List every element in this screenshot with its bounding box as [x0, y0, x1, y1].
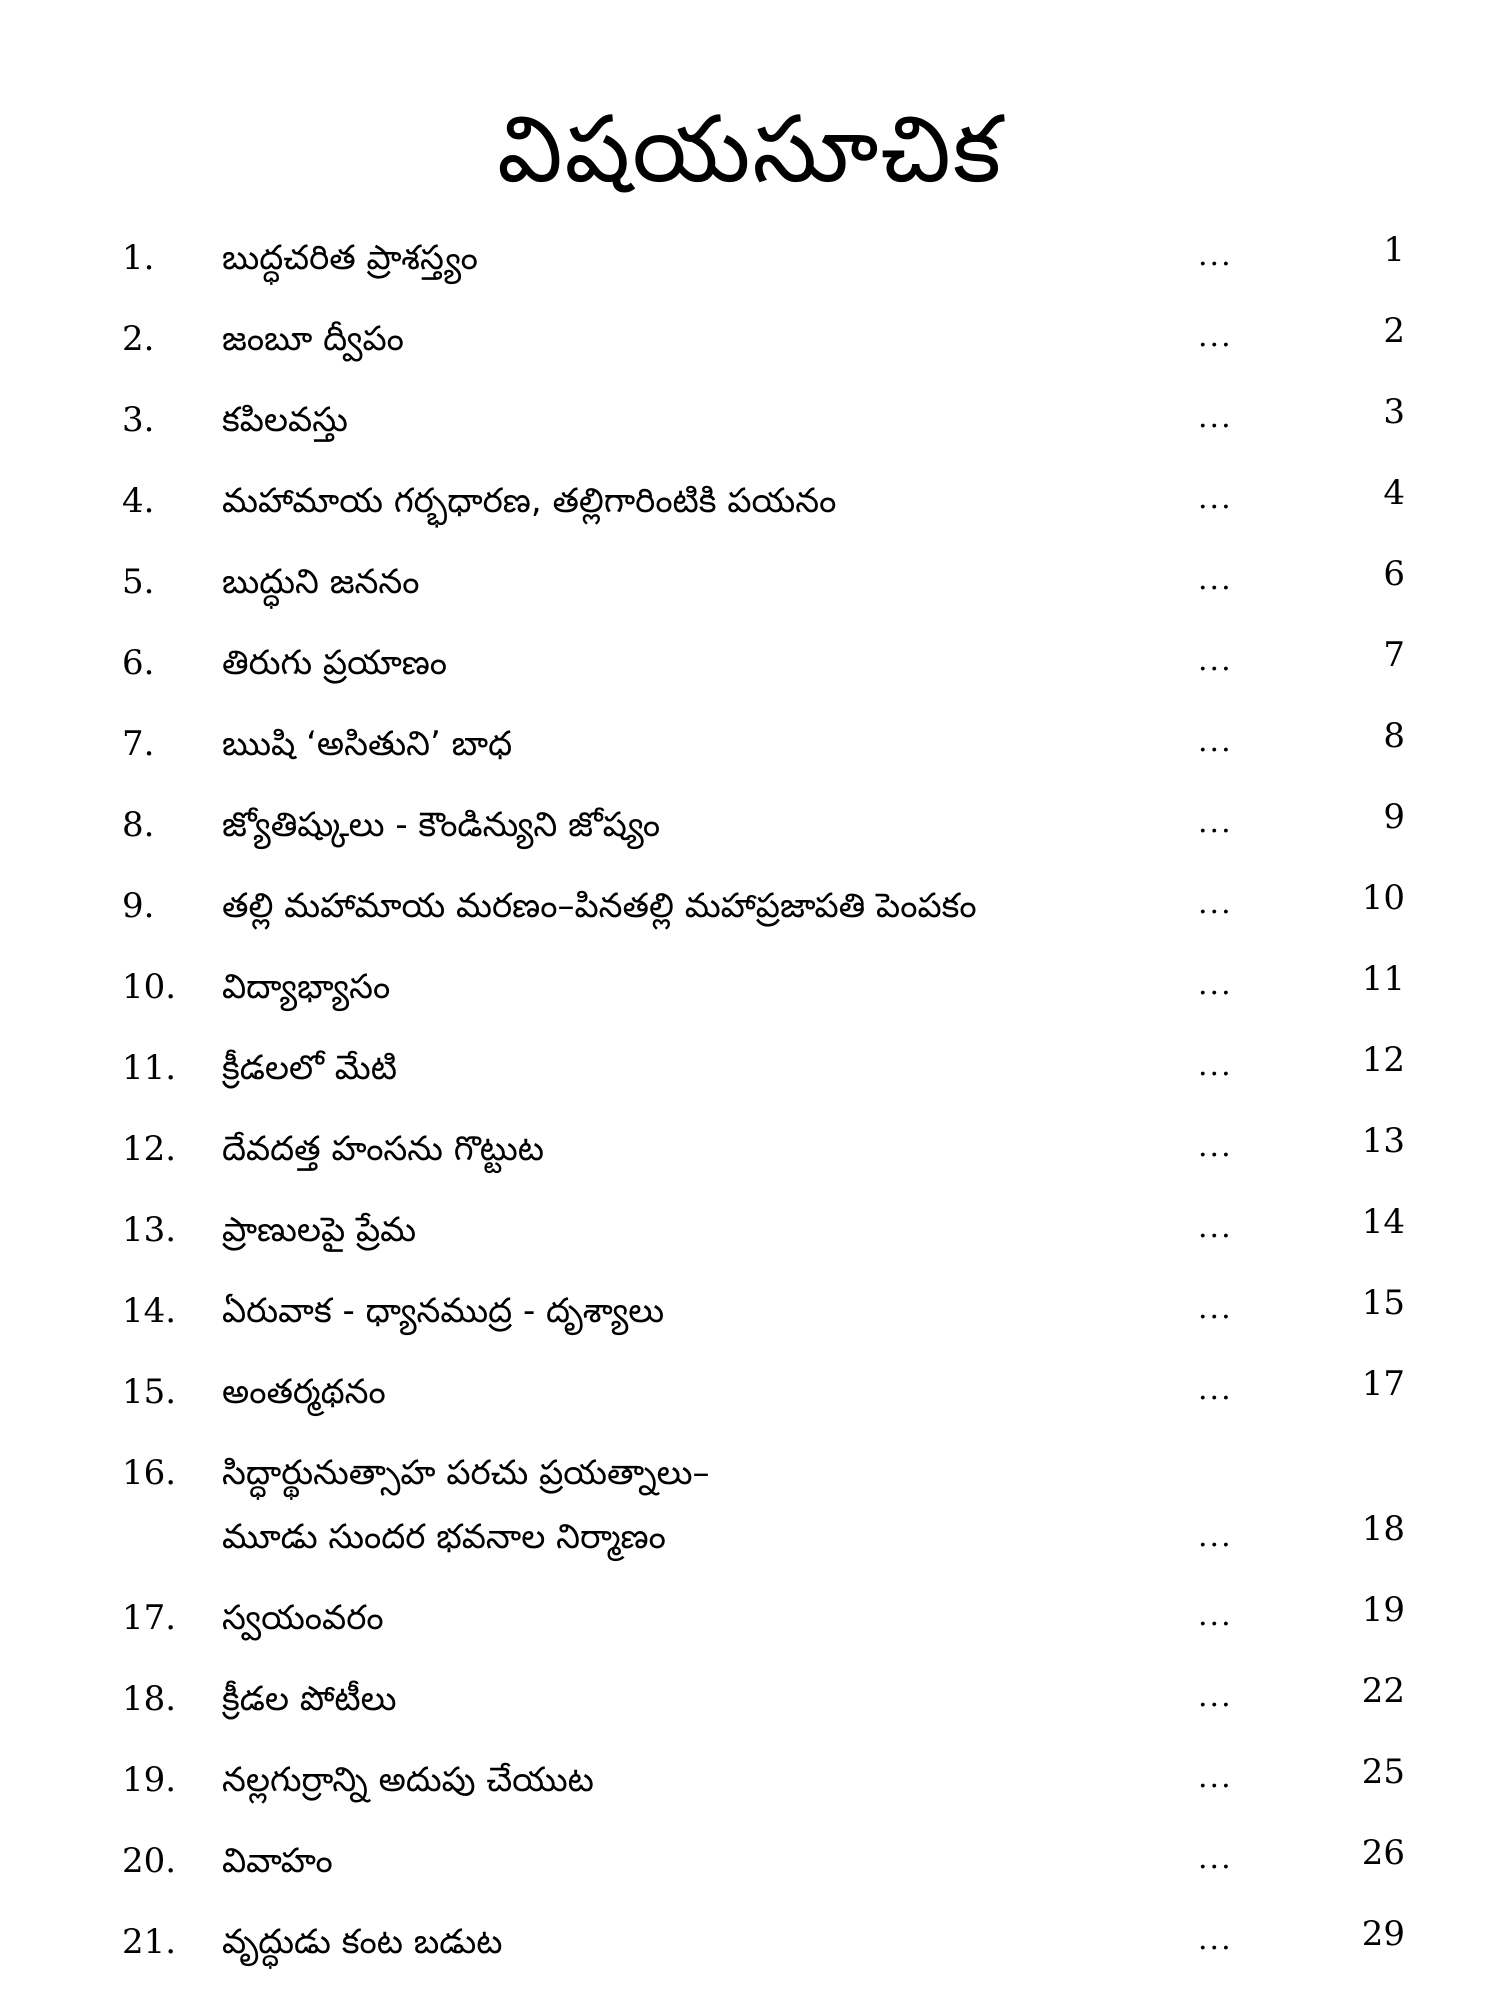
toc-entry: [0, 633, 1500, 714]
entry-page-number: 19: [1361, 1590, 1405, 1630]
entry-leader-dots: ...: [1198, 562, 1233, 597]
toc-entry: [0, 1669, 1500, 1750]
toc-entry: [0, 228, 1500, 309]
entry-title: జంబూ ద్వీపం: [222, 319, 404, 359]
toc-entry: [0, 471, 1500, 552]
entry-leader-dots: ...: [1198, 1598, 1233, 1633]
entry-title: దేవదత్త హంసను గొట్టుట: [222, 1129, 545, 1169]
entry-page-number: 1: [1383, 230, 1405, 270]
entry-leader-dots: ...: [1198, 1760, 1233, 1795]
entry-number: 8.: [122, 805, 155, 845]
entry-page-number: 26: [1361, 1833, 1405, 1873]
entry-leader-dots: ...: [1198, 886, 1233, 921]
entry-title: సిద్ధార్థునుత్సాహ పరచు ప్రయత్నాలు–: [222, 1453, 710, 1493]
entry-leader-dots: ...: [1198, 1519, 1233, 1554]
entry-number: 4.: [122, 481, 155, 521]
entry-title: తల్లి మహామాయ మరణం–పినతల్లి మహాప్రజాపతి పెంపకం: [222, 886, 977, 926]
entry-number: 2.: [122, 319, 155, 359]
entry-number: 15.: [122, 1372, 177, 1412]
entry-number: 16.: [122, 1453, 177, 1493]
entry-title: విద్యాభ్యాసం: [222, 967, 391, 1007]
entry-title: వివాహం: [222, 1841, 333, 1881]
toc-entry: [0, 876, 1500, 957]
entry-title: బుద్ధుని జననం: [222, 562, 420, 602]
entry-leader-dots: ...: [1198, 481, 1233, 516]
entry-page-number: 25: [1361, 1752, 1405, 1792]
entry-leader-dots: ...: [1198, 238, 1233, 273]
entry-number: 13.: [122, 1210, 177, 1250]
entry-number: 14.: [122, 1291, 177, 1331]
entry-title: బుద్ధచరిత ప్రాశస్త్యం: [222, 238, 478, 278]
entry-number: 5.: [122, 562, 155, 602]
entry-page-number: 4: [1383, 473, 1405, 513]
entry-number: 6.: [122, 643, 155, 683]
page-title: విషయసూచిక: [497, 96, 1003, 203]
entry-leader-dots: ...: [1198, 643, 1233, 678]
entry-leader-dots: ...: [1198, 319, 1233, 354]
entry-title: కపిలవస్తు: [222, 400, 348, 440]
entry-page-number: 29: [1361, 1914, 1405, 1954]
toc-entry: [0, 1038, 1500, 1119]
entry-page-number: 8: [1383, 716, 1405, 756]
entry-title-continued: మూడు సుందర భవనాల నిర్మాణం: [222, 1517, 666, 1557]
entry-number: 7.: [122, 724, 155, 764]
toc-entry: [0, 552, 1500, 633]
entry-page-number: 22: [1361, 1671, 1405, 1711]
entry-number: 12.: [122, 1129, 177, 1169]
entry-page-number: 9: [1383, 797, 1405, 837]
entry-number: 18.: [122, 1679, 177, 1719]
entry-leader-dots: ...: [1198, 1129, 1233, 1164]
toc-entry: [0, 795, 1500, 876]
entry-page-number: 11: [1361, 959, 1405, 999]
entry-leader-dots: ...: [1198, 400, 1233, 435]
entry-title: నల్లగుర్రాన్ని అదుపు చేయుట: [222, 1760, 594, 1800]
toc-entry: [0, 1912, 1500, 1993]
entry-leader-dots: ...: [1198, 1291, 1233, 1326]
toc-entry: [0, 1750, 1500, 1831]
toc-entry: [0, 1200, 1500, 1281]
entry-leader-dots: ...: [1198, 1841, 1233, 1876]
entry-page-number: 3: [1383, 392, 1405, 432]
entry-leader-dots: ...: [1198, 967, 1233, 1002]
toc-entry: [0, 1281, 1500, 1362]
entry-title: ఋషి ‘అసితుని’ బాధ: [222, 724, 513, 764]
entry-number: 21.: [122, 1922, 177, 1962]
entry-title: జ్యోతిష్కులు - కౌండిన్యుని జోష్యం: [222, 805, 661, 845]
toc-entry: [0, 957, 1500, 1038]
entry-number: 19.: [122, 1760, 177, 1800]
entry-number: 1.: [122, 238, 155, 278]
entry-page-number: 2: [1383, 311, 1405, 351]
entry-page-number: 14: [1361, 1202, 1405, 1242]
toc-entry: [0, 714, 1500, 795]
entry-number: 17.: [122, 1598, 177, 1638]
entry-leader-dots: ...: [1198, 805, 1233, 840]
entry-title: ఏరువాక - ధ్యానముద్ర - దృశ్యాలు: [222, 1291, 665, 1331]
entry-title: తిరుగు ప్రయాణం: [222, 643, 448, 683]
entry-title: అంతర్మథనం: [222, 1372, 386, 1412]
entry-page-number: 17: [1361, 1364, 1405, 1404]
entry-leader-dots: ...: [1198, 1922, 1233, 1957]
toc-entry: [0, 1119, 1500, 1200]
entry-number: 20.: [122, 1841, 177, 1881]
entry-page-number: 18: [1361, 1509, 1405, 1549]
toc-entry: [0, 1588, 1500, 1669]
entry-number: 10.: [122, 967, 177, 1007]
entry-title: మహామాయ గర్భధారణ, తల్లిగారింటికి పయనం: [222, 481, 837, 521]
entry-number: 3.: [122, 400, 155, 440]
entry-leader-dots: ...: [1198, 1372, 1233, 1407]
entry-page-number: 7: [1383, 635, 1405, 675]
entry-title: స్వయంవరం: [222, 1598, 384, 1638]
entry-leader-dots: ...: [1198, 1679, 1233, 1714]
entry-leader-dots: ...: [1198, 1210, 1233, 1245]
entry-page-number: 10: [1361, 878, 1405, 918]
toc-entry: [0, 1831, 1500, 1912]
entry-number: 9.: [122, 886, 155, 926]
toc-entry: [0, 1443, 1500, 1588]
entry-title: క్రీడల పోటీలు: [222, 1679, 397, 1719]
entry-page-number: 6: [1383, 554, 1405, 594]
toc-entry: [0, 1362, 1500, 1443]
toc-entry: [0, 309, 1500, 390]
entry-page-number: 12: [1361, 1040, 1405, 1080]
entry-number: 11.: [122, 1048, 177, 1088]
entry-page-number: 15: [1361, 1283, 1405, 1323]
entry-page-number: 13: [1361, 1121, 1405, 1161]
toc-entry: [0, 390, 1500, 471]
entry-title: క్రీడలలో మేటి: [222, 1048, 398, 1088]
entry-leader-dots: ...: [1198, 724, 1233, 759]
entry-leader-dots: ...: [1198, 1048, 1233, 1083]
table-of-contents: [0, 228, 1500, 1993]
entry-title: వృద్ధుడు కంట బడుట: [222, 1922, 503, 1962]
entry-title: ప్రాణులపై ప్రేమ: [222, 1210, 417, 1250]
